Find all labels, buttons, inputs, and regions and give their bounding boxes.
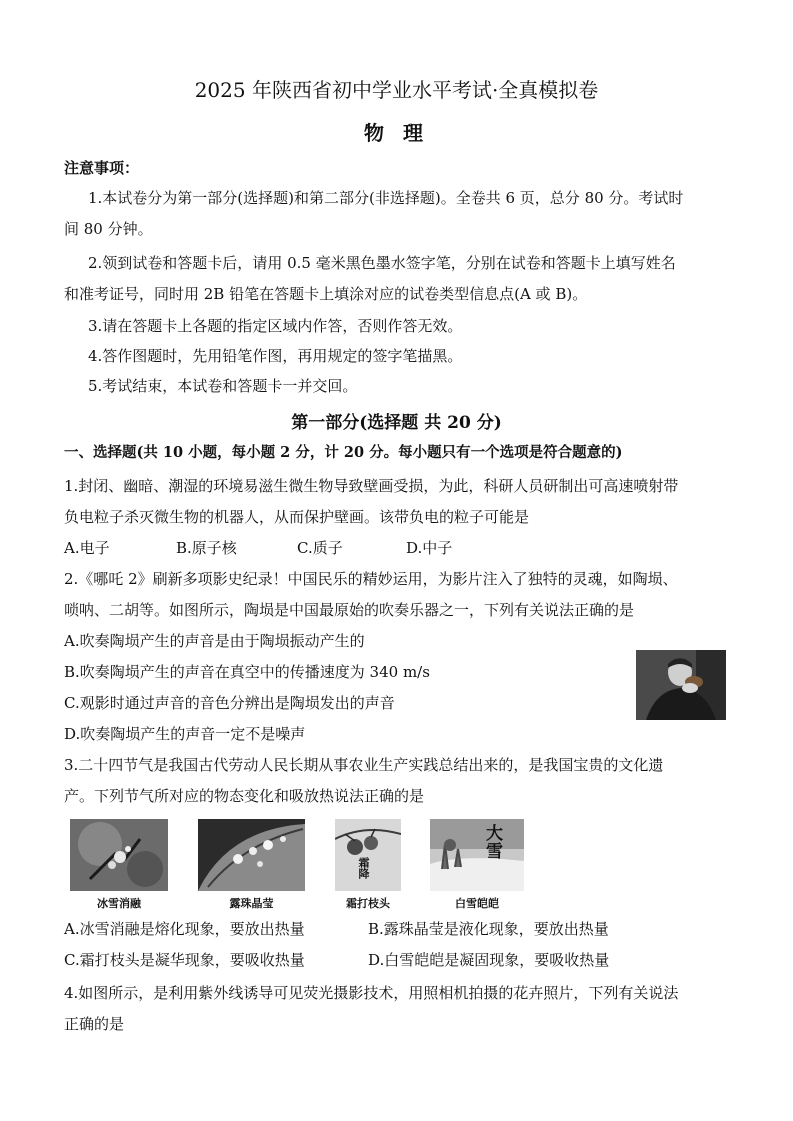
snow-overlay-text: 大雪 [486, 824, 503, 862]
exam-title: 2025 年陕西省初中学业水平考试·全真模拟卷 [194, 78, 599, 102]
q1-option-c: C.质子 [297, 539, 343, 557]
q1-option-b: B.原子核 [176, 539, 237, 557]
ice-melting-image [70, 819, 168, 891]
q2-stem: 2.《哪吒 2》刷新多项影史纪录！中国民乐的精妙运用，为影片注入了独特的灵魂，如陶埙、 [64, 570, 678, 588]
subject-title: 物 理 [364, 121, 429, 145]
part1-heading: 第一部分(选择题 共 20 分) [291, 413, 502, 433]
q3-stem: 产。下列节气所对应的物态变化和吸放热说法正确的是 [64, 787, 425, 805]
q3-option-c: C.霜打枝头是凝华现象，要吸收热量 [64, 951, 305, 969]
q1-option-d: D.中子 [406, 539, 453, 557]
q3-option-b: B.露珠晶莹是液化现象，要放出热量 [368, 920, 609, 938]
q2-option-c: C.观影时通过声音的音色分辨出是陶埙发出的声音 [64, 694, 395, 712]
frost-image [335, 819, 401, 891]
notes-heading: 注意事项： [64, 159, 140, 177]
dew-image [198, 819, 305, 891]
note-line: 间 80 分钟。 [64, 220, 153, 238]
q1-stem: 1.封闭、幽暗、潮湿的环境易滋生微生物导致壁画受损，为此，科研人员研制出可高速喷射带 [64, 477, 679, 495]
caption-frost: 霜打枝头 [346, 897, 390, 910]
note-line: 2.领到试卷和答题卡后，请用 0.5 毫米黑色墨水签字笔，分别在试卷和答题卡上填写姓名 [88, 254, 676, 272]
note-line: 和准考证号，同时用 2B 铅笔在答题卡上填涂对应的试卷类型信息点(A 或 B)。 [64, 285, 588, 303]
q1-stem: 负电粒子杀灭微生物的机器人，从而保护壁画。该带负电的粒子可能是 [64, 508, 530, 526]
ice-melting-photo [70, 819, 168, 891]
frost-overlay-text: 霜降 [357, 857, 370, 879]
q2-option-a: A.吹奏陶埙产生的声音是由于陶埙振动产生的 [64, 632, 365, 650]
q2-option-d: D.吹奏陶埙产生的声音一定不是噪声 [64, 725, 306, 743]
snow-image [430, 819, 524, 891]
xun-player-photo [636, 650, 726, 720]
note-line: 1.本试卷分为第一部分(选择题)和第二部分(非选择题)。全卷共 6 页，总分 80 分。考试时 [88, 189, 684, 207]
q3-option-d: D.白雪皑皑是凝固现象，要吸收热量 [368, 951, 610, 969]
caption-snow: 白雪皑皑 [455, 897, 499, 910]
q4-stem: 正确的是 [64, 1015, 125, 1033]
q2-option-b: B.吹奏陶埙产生的声音在真空中的传播速度为 340 m/s [64, 663, 430, 681]
q3-stem: 3.二十四节气是我国古代劳动人民长期从事农业生产实践总结出来的，是我国宝贵的文化遗 [64, 756, 664, 774]
frost-photo [335, 819, 401, 891]
note-line: 3.请在答题卡上各题的指定区域内作答，否则作答无效。 [88, 317, 463, 335]
dew-photo [198, 819, 305, 891]
snow-photo [430, 819, 524, 891]
xun-player-image [636, 650, 726, 720]
q3-option-a: A.冰雪消融是熔化现象，要放出热量 [64, 920, 305, 938]
note-line: 4.答作图题时，先用铅笔作图，再用规定的签字笔描黑。 [88, 347, 463, 365]
caption-ice-melting: 冰雪消融 [97, 897, 141, 910]
q4-stem: 4.如图所示，是利用紫外线诱导可见荧光摄影技术，用照相机拍摄的花卉照片，下列有关说法 [64, 984, 679, 1002]
caption-dew: 露珠晶莹 [229, 897, 274, 910]
q2-stem: 唢呐、二胡等。如图所示，陶埙是中国最原始的吹奏乐器之一，下列有关说法正确的是 [64, 601, 635, 619]
section-heading: 一、选择题(共 10 小题，每小题 2 分，计 20 分。每小题只有一个选项是符合题意的) [64, 444, 623, 461]
note-line: 5.考试结束，本试卷和答题卡一并交回。 [88, 377, 358, 395]
q1-option-a: A.电子 [64, 539, 110, 557]
